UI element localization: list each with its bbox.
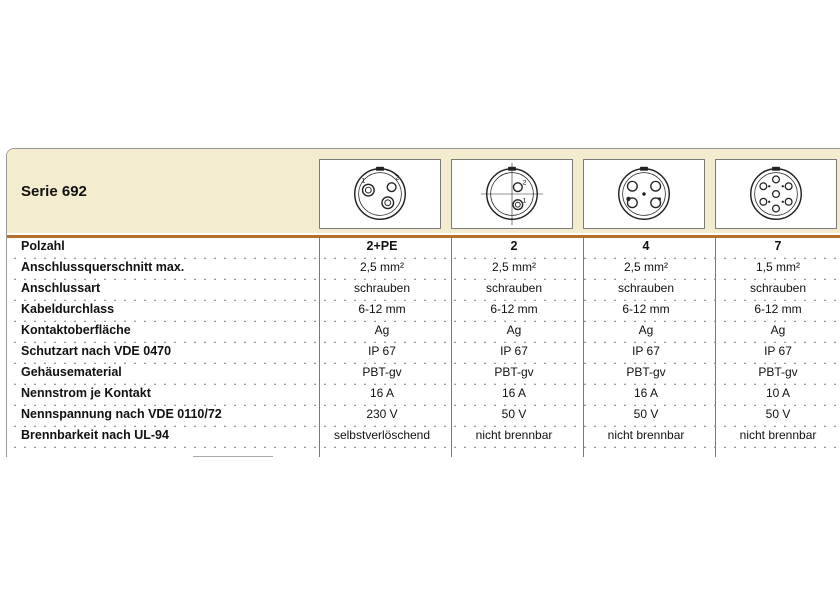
cell-value: Ag [504,323,525,337]
cell-value: 10 A [763,386,793,400]
footer-rule [193,456,273,457]
connector-2-pe-pin-layout-icon [320,160,440,228]
cell-value: schrauben [747,281,809,295]
column-divider [715,238,716,457]
cell-value: 16 A [631,386,661,400]
cell-value: 6-12 mm [355,302,408,316]
row-label: Gehäusematerial [21,365,122,379]
cell-value: 230 V [363,407,400,421]
diagram-label: 1 [522,197,527,205]
cell-value: IP 67 [761,344,795,358]
diagram-label: 1 [361,177,366,185]
cell-value: schrauben [483,281,545,295]
connector-7-pin-layout-icon [716,160,836,228]
column-divider [451,238,452,457]
row-label: Nennspannung nach VDE 0110/72 [21,407,222,421]
cell-value: schrauben [615,281,677,295]
column-divider [583,238,584,457]
cell-value: Ag [636,323,657,337]
spec-sheet [6,148,840,457]
connector-2-pin-layout-icon [452,160,572,228]
cell-value: 6-12 mm [751,302,804,316]
cell-value: nicht brennbar [605,428,688,442]
row-label: Anschlussquerschnitt max. [21,260,185,274]
pin-diagram-2pe [319,159,441,229]
cell-value: IP 67 [365,344,399,358]
cell-value: 2+PE [364,239,401,253]
cell-value: 16 A [367,386,397,400]
cell-value: 2,5 mm² [621,260,671,274]
diagram-label: 2 [522,179,527,187]
row-label: Polzahl [21,239,65,253]
cell-value: 50 V [763,407,794,421]
cell-value: selbstverlöschend [331,428,433,442]
cell-value: IP 67 [497,344,531,358]
cell-value: 6-12 mm [619,302,672,316]
series-header [7,149,840,233]
cell-value: 50 V [631,407,662,421]
connector-4-pin-layout-icon [584,160,704,228]
pin-diagram-4 [583,159,705,229]
cell-value: PBT-gv [491,365,536,379]
cell-value: PBT-gv [623,365,668,379]
row-label: Kabeldurchlass [21,302,115,316]
cell-value: PBT-gv [755,365,800,379]
cell-value: 4 [640,239,653,253]
column-divider [319,238,320,457]
row-label: Brennbarkeit nach UL-94 [21,428,169,442]
cell-value: 1,5 mm² [753,260,803,274]
cell-value: 2,5 mm² [357,260,407,274]
cell-value: IP 67 [629,344,663,358]
row-label: Kontaktoberfläche [21,323,131,337]
cell-value: 7 [772,239,785,253]
pin-diagram-2 [451,159,573,229]
series-title: Serie 692 [21,183,87,200]
cell-value: nicht brennbar [737,428,820,442]
cell-value: 2,5 mm² [489,260,539,274]
cell-value: PBT-gv [359,365,404,379]
cell-value: nicht brennbar [473,428,556,442]
pin-diagram-7 [715,159,837,229]
cell-value: 16 A [499,386,529,400]
cell-value: 50 V [499,407,530,421]
row-label: Nennstrom je Kontakt [21,386,151,400]
row-label: Schutzart nach VDE 0470 [21,344,172,358]
cell-value: Ag [372,323,393,337]
cell-value: 6-12 mm [487,302,540,316]
row-label: Anschlussart [21,281,101,295]
cell-value: Ag [768,323,789,337]
diagram-label: 2 [395,174,400,182]
cell-value: schrauben [351,281,413,295]
cell-value: 2 [508,239,521,253]
